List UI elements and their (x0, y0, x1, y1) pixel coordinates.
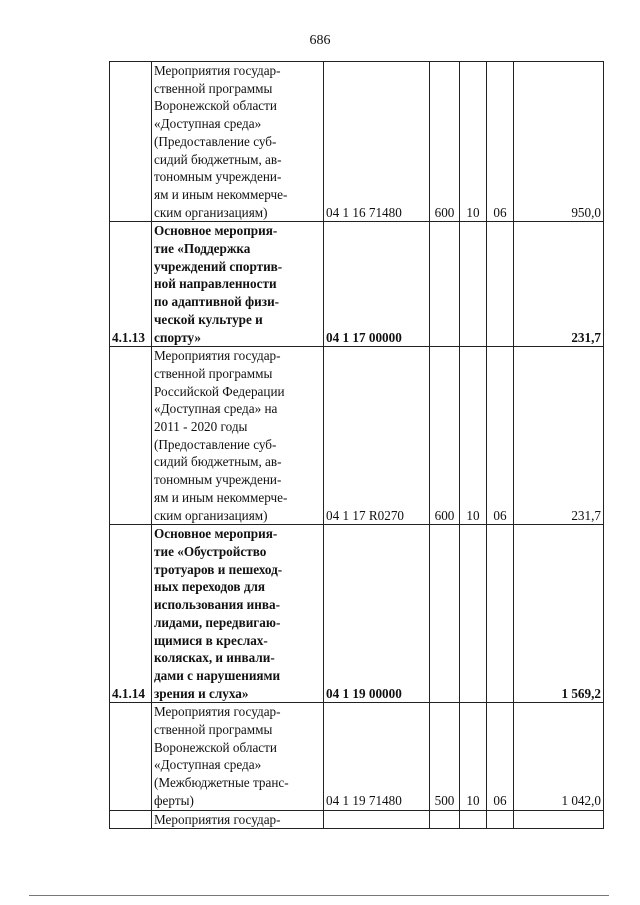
table-row (110, 525, 604, 703)
row-code: 04 1 17 R0270 (324, 347, 430, 525)
row-rz (460, 810, 487, 829)
row-name: Мероприятия государ- ственной программы Российской Федерации «Доступная среда» на 2011 - 2020 годы (Предоставление суб- сидий бюджетным, ав- тономным учреждени- ям и иным некоммерче- ским организациям) (152, 347, 324, 525)
row-number (110, 62, 152, 222)
row-pr (487, 810, 514, 829)
row-code (324, 810, 430, 829)
table-row (110, 62, 604, 222)
row-name: Основное мероприя- тие «Обустройство тротуаров и пешеход- ных переходов для использования инва- лидами, передвигаю- щимися в креслах- колясках, и инвали- дами с нарушениями зрения и слуха» (152, 525, 324, 703)
table-row (110, 347, 604, 525)
row-rz: 10 (460, 62, 487, 222)
row-number: 4.1.13 (110, 222, 152, 347)
row-code: 04 1 19 00000 (324, 525, 430, 703)
row-rz (460, 525, 487, 703)
budget-table (109, 61, 604, 829)
row-sum: 950,0 (514, 62, 604, 222)
table-row (110, 810, 604, 829)
row-sum (514, 810, 604, 829)
row-vr: 600 (430, 62, 460, 222)
row-pr: 06 (487, 62, 514, 222)
row-pr: 06 (487, 347, 514, 525)
row-number (110, 347, 152, 525)
row-vr (430, 222, 460, 347)
footer-rule (29, 895, 609, 896)
row-sum: 231,7 (514, 347, 604, 525)
row-sum: 231,7 (514, 222, 604, 347)
row-rz: 10 (460, 703, 487, 810)
page-number: 686 (309, 33, 331, 48)
row-vr: 600 (430, 347, 460, 525)
row-rz (460, 222, 487, 347)
row-vr: 500 (430, 703, 460, 810)
table-row (110, 703, 604, 810)
row-name: Мероприятия государ- ственной программы Воронежской области «Доступная среда» (Межбюджетные транс- ферты) (152, 703, 324, 810)
row-name: Мероприятия государ- ственной программы Воронежской области «Доступная среда» (Предоставление суб- сидий бюджетным, ав- тономным учреждени- ям и иным некоммерче- ским организациям) (152, 62, 324, 222)
row-name: Мероприятия государ- (152, 810, 324, 829)
row-name: Основное мероприя- тие «Поддержка учреждений спортив- ной направленности по адаптивной физи- ческой культуре и спорту» (152, 222, 324, 347)
row-code: 04 1 17 00000 (324, 222, 430, 347)
row-code: 04 1 16 71480 (324, 62, 430, 222)
row-vr (430, 525, 460, 703)
budget-table-body (110, 62, 604, 829)
row-sum: 1 569,2 (514, 525, 604, 703)
row-pr: 06 (487, 703, 514, 810)
table-row (110, 222, 604, 347)
row-number (110, 810, 152, 829)
row-vr (430, 810, 460, 829)
row-number (110, 703, 152, 810)
row-pr (487, 525, 514, 703)
row-pr (487, 222, 514, 347)
row-sum: 1 042,0 (514, 703, 604, 810)
row-number: 4.1.14 (110, 525, 152, 703)
row-code: 04 1 19 71480 (324, 703, 430, 810)
row-rz: 10 (460, 347, 487, 525)
